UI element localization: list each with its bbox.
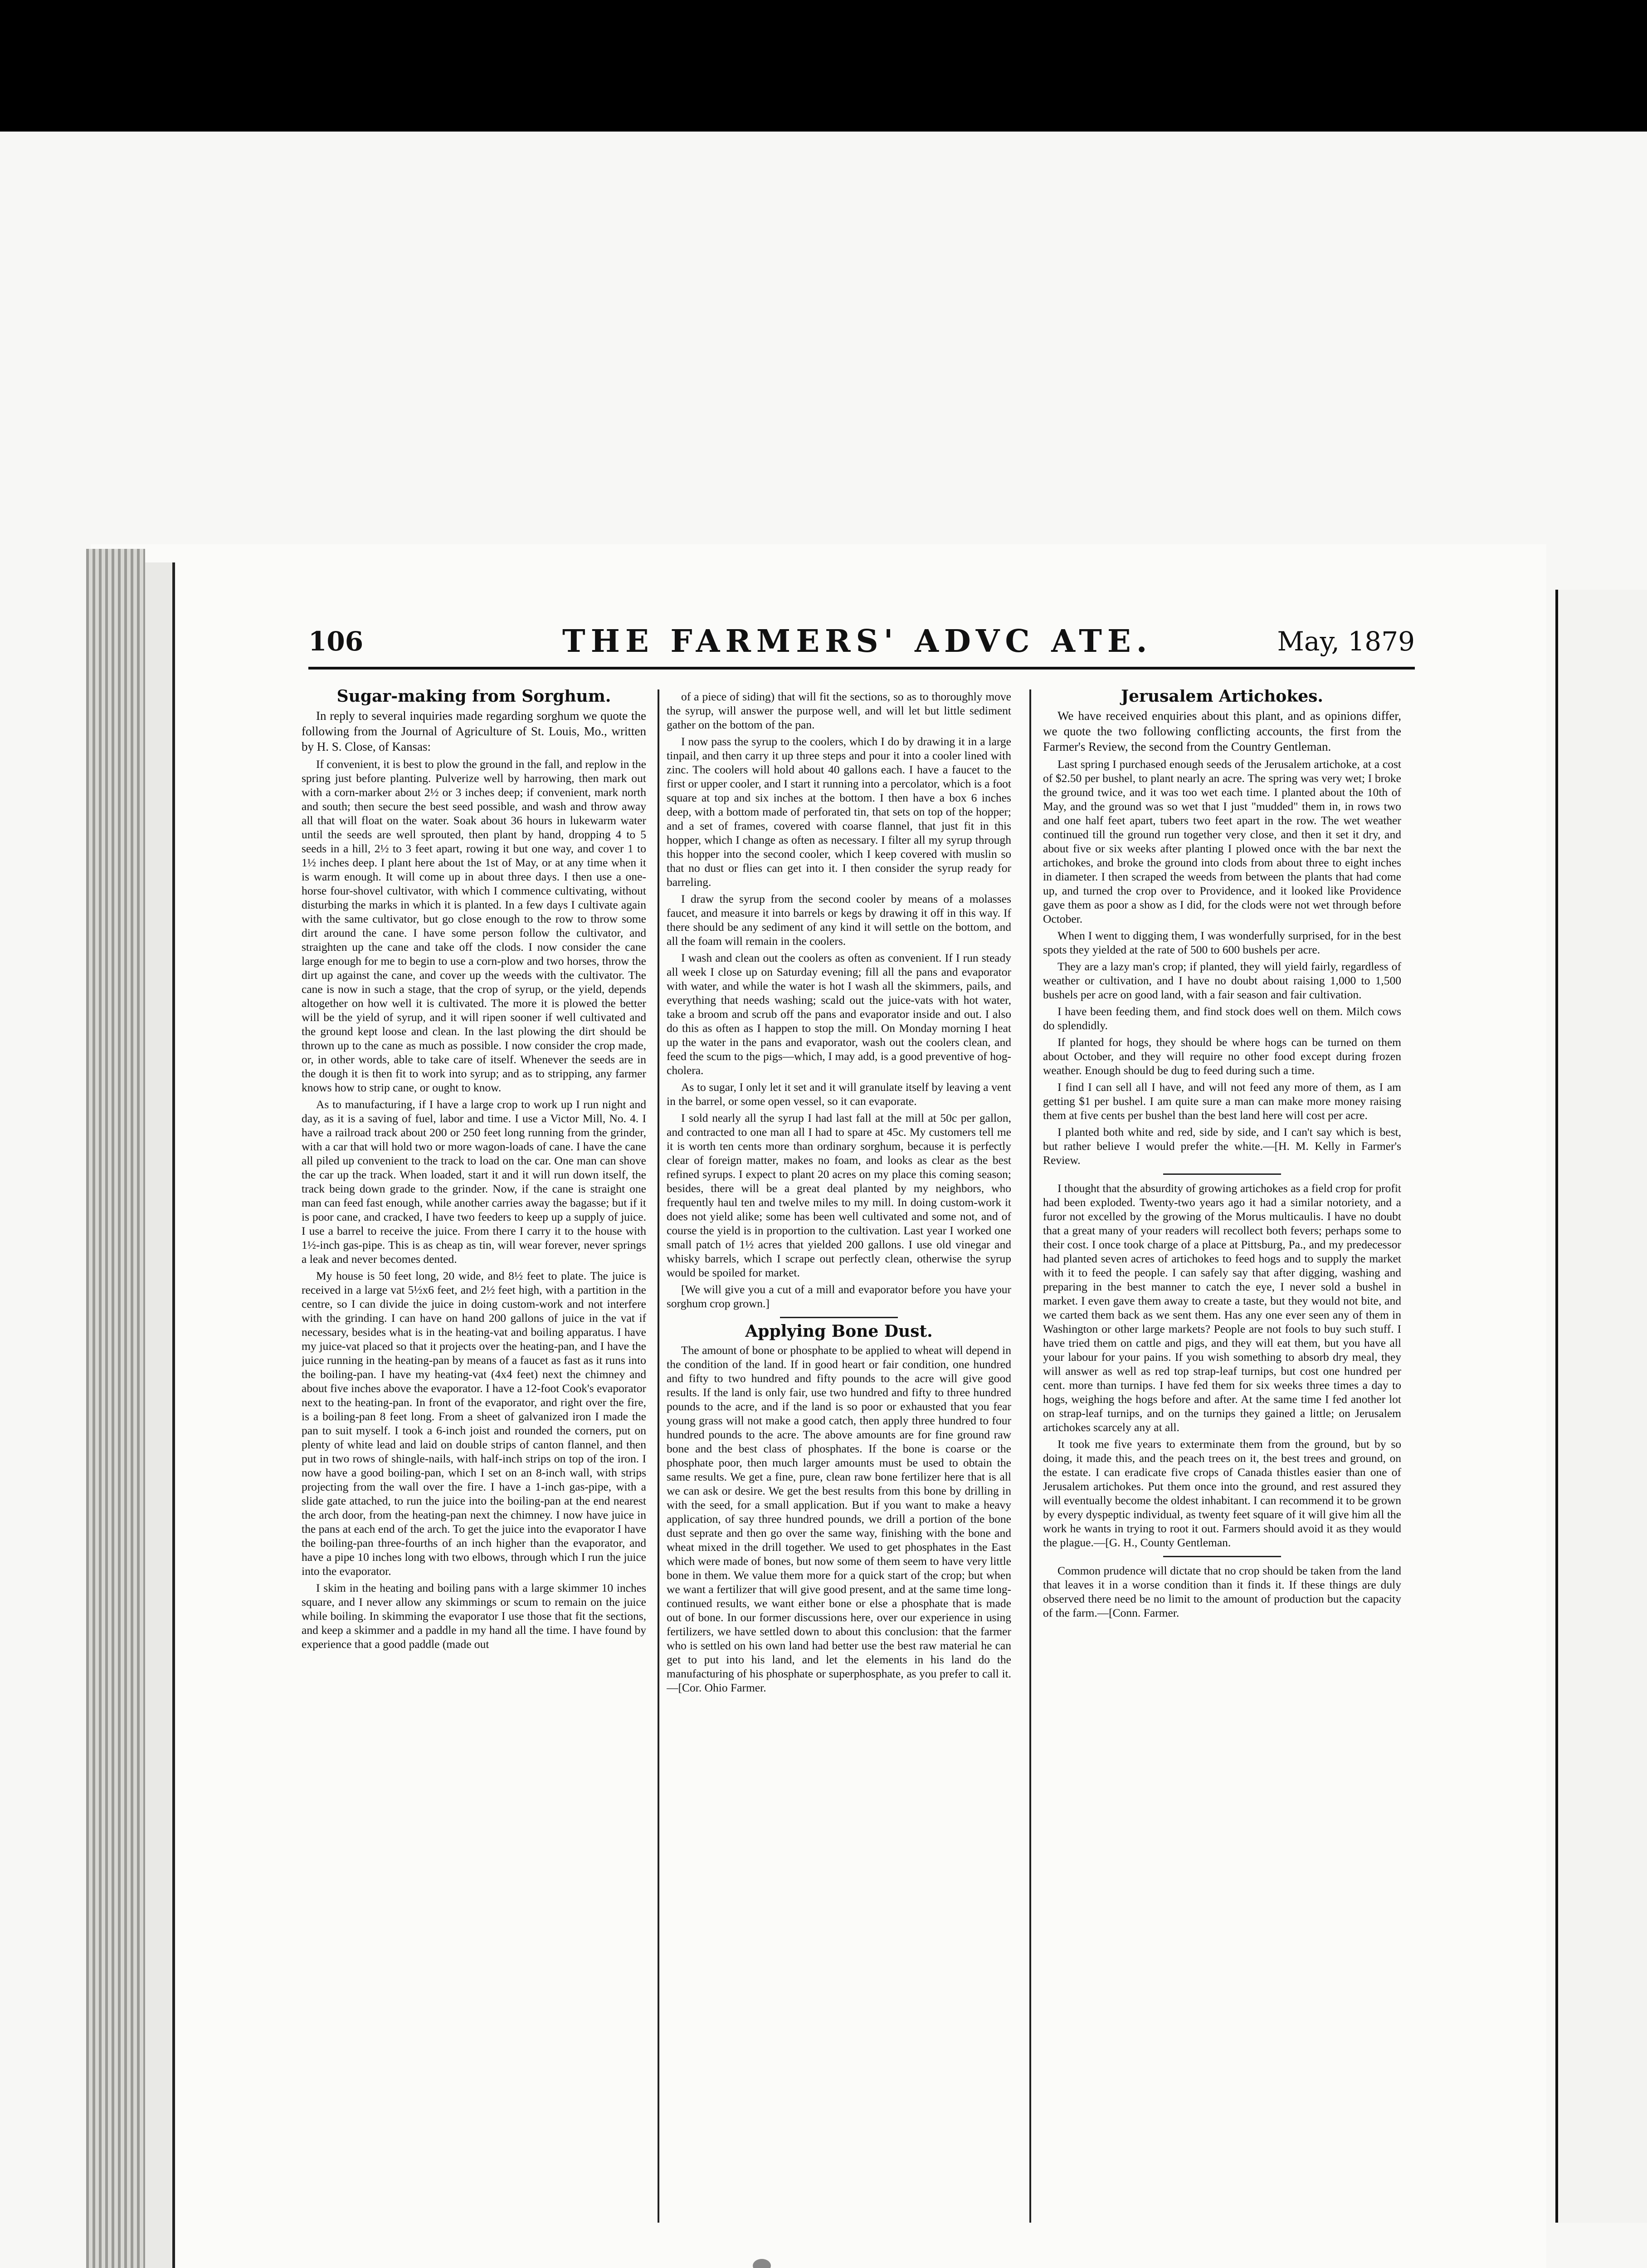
paragraph: I draw the syrup from the second cooler by means of a molasses faucet, and measure it into barrels or kegs by drawing it off in this way. If there should be any sediment of any kind it will settle on the bottom, and all the foam will remain in the coolers. bbox=[667, 892, 1011, 948]
paragraph: As to manufacturing, if I have a large crop to work up I run night and day, as it is a saving of fuel, labor and time. I use a Victor Mill, No. 4. I have a railroad track about 200 or 250 feet long running from the grinder, with a car that will hold two or more wagon-loads of cane. I have the cane all piled up convenient to the track to load on the car. One man can shove the car up the track. When loaded, start it and it will run down itself, the track being down grade to the grinder. Now, if the cane is straight one man can feed fast enough, while another carries away the bagasse; but if it is poor cane, and cracked, I have two feeders to keep up a supply of juice. I use a barrel to receive the juice. From there I carry it to the house with 1½-inch gas-pipe. This is as cheap as tin, will wear forever, never springs a leak and never becomes dented. bbox=[302, 1098, 646, 1266]
column-rule bbox=[658, 689, 659, 2223]
paragraph: I find I can sell all I have, and will not feed any more of them, as I am getting $1 per bushel. I am quite sure a man can make more money raising them at five cents per bushel than the best land here will cost per acre. bbox=[1043, 1080, 1401, 1122]
paragraph: I thought that the absurdity of growing artichokes as a field crop for profit had been exploded. Twenty-two years ago it had a similar notoriety, and a furor not excelled by the growing of the Morus multicaulis. I have no doubt that a great many of your readers will recollect both fevers; perhaps some to their cost. I once took charge of a place at Pittsburg, Pa., and my predecessor had planted seven acres of artichokes to feed hogs and to supply the market with it to feed the people. I can safely say that after digging, washing and preparing in the best manner to catch the eye, I never sold a bushel in market. I even gave them away to create a taste, but they would not bite, and we carted them back as we sent them. Has any one ever seen any of them in Washington or other large markets? People are not fools to buy such stuff. I have tried them on cattle and pigs, and they will eat them, but you have all your labour for your pains. If you wish something to absorb dry meal, they will answer as well as red top strap-leaf turnips, but cost one hundred per cent. more than turnips. I have fed them for six weeks three times a day to hogs, weighing the hogs before and after. At the same time I fed another lot on strap-leaf turnips, and on the turnips they gained a little; on Jerusalem artichokes scarcely any at all. bbox=[1043, 1182, 1401, 1434]
paragraph: I have been feeding them, and find stock does well on them. Milch cows do splendidly. bbox=[1043, 1005, 1401, 1032]
book-binding bbox=[86, 549, 145, 2268]
paragraph: of a piece of siding) that will fit the sections, so as to thoroughly move the syrup, will answer the purpose well, and will let but little sediment gather on the bottom of the pan. bbox=[667, 690, 1011, 731]
article-title: Jerusalem Artichokes. bbox=[1121, 689, 1323, 706]
column-rule bbox=[1029, 689, 1031, 2223]
article-intro: We have received enquiries about this plant, and as opinions differ, we quote the two following conflicting accounts, the first from the Farmer's Review, the second from the Country Gentleman. bbox=[1043, 709, 1401, 753]
paragraph: Common prudence will dictate that no crop should be taken from the land that leaves it in a worse condition than it finds it. If these things are duly observed there need be no limit to the amount of production but the capacity of the farm.—[Conn. Farmer. bbox=[1043, 1564, 1401, 1619]
paragraph: Last spring I purchased enough seeds of the Jerusalem artichoke, at a cost of $2.50 per bushel, to plant nearly an acre. The spring was very wet; I broke the ground twice, and it was too wet each time. I planted about the 10th of May, and the ground was so wet that I just "mudded" them in, in rows two and one half feet apart, tubers two feet apart in the row. The wet weather continued till the ground run together very close, and then it set it dry, and about five or six weeks after planting I plowed once with the bar next the artichokes, and broke the ground into clods from about three to eight inches in diameter. I then scraped the weeds from between the plants that had come up, and turned the crop over to Providence, and it looked like Providence gave them as poor a show as I did, for the clods were not wet through before October. bbox=[1043, 758, 1401, 925]
divider bbox=[780, 1317, 898, 1318]
paragraph: As to sugar, I only let it set and it will granulate itself by leaving a vent in the barrel, or some open vessel, so it can evaporate. bbox=[667, 1080, 1011, 1108]
paragraph: It took me five years to exterminate them from the ground, but by so doing, it made this, and the peach trees on it, the best trees and ground, on the estate. I can eradicate five crops of Canada thistles easier than one of Jerusalem artichokes. Put them once into the ground, and rest assured they will eventually become the oldest inhabitant. I can recommend it to be grown by every dyspeptic individual, as twenty feet square of it will give him all the work he wants in trying to root it out. Farmers should avoid it as they would the plague.—[G. H., County Gentleman. bbox=[1043, 1437, 1401, 1549]
column-3 bbox=[1043, 689, 1401, 2268]
masthead: THE FARMERS' ADVC ATE. bbox=[562, 623, 1153, 660]
paragraph: The amount of bone or phosphate to be applied to wheat will depend in the condition of the land. If in good heart or fair condition, one hundred and fifty to two hundred and fifty pounds to the acre will give good results. If the land is only fair, use two hundred and fifty to three hundred pounds to the acre, and if the land is so poor or exhausted that you fear young grass will not make a good catch, then apply three hundred to four hundred pounds to the acre. The above amounts are for fine ground raw bone and the best class of phosphates. If the bone is coarse or the phosphate poor, then much larger amounts must be used to obtain the same results. We get a fine, pure, clean raw bone fertilizer here that is all we can ask or desire. We get the best results from this bone by drilling in with the seed, for a small application. But if you want to make a heavy application, of say three hundred pounds, we drill a portion of the bone dust seprate and then go over the same way, finishing with the bone and wheat mixed in the drill together. We used to get phosphates in the East which were made of bones, but now some of them seem to have very little bone in them. We value them more for a quick start of the crop; but when we want a fertilizer that will give good present, and at the same time long-continued results, we want either bone or else a phosphate that is made out of bone. In our former discussions here, over our experience in using fertilizers, we have settled down to about this conclusion: that the farmer who is settled on his own land had better use the best raw material he can get to put into his land, and let the elements in his land do the manufacturing of his phosphate or superphosphate, as you prefer to call it.—[Cor. Ohio Farmer. bbox=[667, 1344, 1011, 1694]
divider bbox=[1163, 1173, 1281, 1175]
paragraph: When I went to digging them, I was wonderfully surprised, for in the best spots they yielded at the rate of 500 to 600 bushels per acre. bbox=[1043, 929, 1401, 956]
divider bbox=[1163, 1556, 1281, 1557]
paragraph: I sold nearly all the syrup I had last fall at the mill at 50c per gallon, and contracted to one man all I had to spare at 45c. My customers tell me it is worth ten cents more than ordinary sorghum, because it is perfectly clear of foreign matter, makes no foam, and looks as clear as the best refined syrups. I expect to plant 20 acres on my place this coming season; besides, there will be a great deal planted by my neighbors, who frequently haul ten and twelve miles to my mill. In doing custom-work it does not yield alike; some has been well cultivated and some not, and of course the yield is in proportion to the cultivation. Last year I worked one small patch of 1½ acres that yielded 200 gallons. I use old vinegar and whisky barrels, which I scrape out perfectly clean, otherwise the syrup would be spoiled for market. bbox=[667, 1111, 1011, 1279]
paragraph: My house is 50 feet long, 20 wide, and 8½ feet to plate. The juice is received in a large vat 5½x6 feet, and 2½ feet high, with a partition in the centre, so I can divide the juice in doing custom-work and not interfere with the grinding. I can have on hand 200 gallons of juice in the vat if necessary, besides what is in the heating-vat and boiling apparatus. I have my juice-vat placed so that it projects over the heating-pan, and I have the juice running in the heating-pan by means of a faucet as fast as it runs into the boiling-pan. I have my heating-vat (4x4 feet) next the chimney and about five inches above the evaporator. I have a 12-foot Cook's evaporator next to the heating-pan. In front of the evaporator, and right over the fire, is a boiling-pan 8 feet long. From a sheet of galvanized iron I made the pan to suit myself. I took a 6-inch joist and rounded the corners, put on plenty of white lead and laid on double strips of canton flannel, and then put in two rows of shingle-nails, with half-inch strips on top of the iron. I now have a good boiling-pan, which I set on an 8-inch wall, with strips projecting from the wall over the fire. I have a 1-inch gas-pipe, with a slide gate attached, to run the juice into the boiling-pan at the end nearest the arch door, from the heating-pan next the chimney. I now have juice in the pans at each end of the arch. To get the juice into the evaporator I have the boiling-pan three-fourths of an inch higher than the evaporator, and have a pipe 10 inches long with two elbows, through which I run the juice into the evaporator. bbox=[302, 1269, 646, 1578]
adjacent-page-edge bbox=[1555, 590, 1647, 2223]
column-2 bbox=[667, 689, 1011, 2268]
paragraph: They are a lazy man's crop; if planted, they will yield fairly, regardless of weather or cultivation, and I have no doubt about raising 1,000 to 1,500 bushels per acre on good land, with a fair season and fair cultivation. bbox=[1043, 960, 1401, 1001]
page-number: 106 bbox=[308, 626, 364, 657]
column-1 bbox=[302, 689, 646, 2268]
article-intro: In reply to several inquiries made regarding sorghum we quote the following from the Journal of Agriculture of St. Louis, Mo., written by H. S. Close, of Kansas: bbox=[302, 709, 646, 753]
issue-date: May, 1879 bbox=[1277, 626, 1415, 657]
paragraph: If convenient, it is best to plow the ground in the fall, and replow in the spring just before planting. Pulverize well by harrowing, then mark out with a corn-marker about 2½ or 3 inches deep; if convenient, mark north and south; then secure the best seed possible, and wash and throw away all that will float on the water. Soak about 36 hours in lukewarm water until the seeds are well sprouted, then plant by hand, dropping 4 to 5 seeds in a hill, 2½ to 3 feet apart, rowing it but one way, and cover 1 to 1½ inches deep. I plant here about the 1st of May, or at any time when it is warm enough. It will come up in about three days. I then use a one-horse four-shovel cultivator, with which I commence cultivating, without disturbing the marks in which it is planted. In a few days I cultivate again with the same cultivator, but go close enough to the row to throw some dirt around the cane. I have some person follow the cultivator, and straighten up the cane and take off the clods. I now consider the cane large enough for me to begin to use a corn-plow and two horses, throw the dirt up against the cane, and cover up the weeds with the cultivator. The cane is now in such a stage, that the crop of syrup, or the yield, depends altogether on how well it is cultivated. The more it is plowed the better will be the yield of syrup, and it will ripen sooner if well cultivated and the ground kept loose and clean. In the last plowing the dirt should be thrown up to the cane as much as possible. I now consider the crop made, or, in other words, able to take care of itself. Whenever the seeds are in the dough it is then fit to work into syrup; and as to stripping, any farmer knows how to strip cane, or ought to know. bbox=[302, 758, 646, 1094]
paragraph: I planted both white and red, side by side, and I can't say which is best, but rather believe I would prefer the white.—[H. M. Kelly in Farmer's Review. bbox=[1043, 1125, 1401, 1167]
paragraph: I skim in the heating and boiling pans with a large skimmer 10 inches square, and I never allow any skimmings or scum to remain on the juice while boiling. In skimming the evaporator I use those that fit the sections, and keep a skimmer and a paddle in my hand all the time. I have found by experience that a good paddle (made out bbox=[302, 1581, 646, 1651]
page-header bbox=[308, 623, 1415, 670]
article-title: Sugar-making from Sorghum. bbox=[336, 689, 611, 706]
paragraph: If planted for hogs, they should be where hogs can be turned on them about October, and they will require no other food except during frozen weather. Enough should be dug to feed during such a time. bbox=[1043, 1036, 1401, 1077]
paragraph: I wash and clean out the coolers as often as convenient. If I run steady all week I close up on Saturday evening; fill all the pans and evaporator with water, and while the water is hot I wash all the skimmers, pails, and everything that needs washing; scald out the juice-vats with hot water, take a broom and scrub off the pans and evaporator inside and out. I also do this as often as I happen to stop the mill. On Monday morning I heat up the water in the pans and evaporator, wash out the coolers clean, and feed the scum to the pigs—which, I may add, is a good preventive of hog-cholera. bbox=[667, 951, 1011, 1077]
editor-note: [We will give you a cut of a mill and evaporator before you have your sorghum crop grown.] bbox=[667, 1283, 1011, 1310]
paragraph: I now pass the syrup to the coolers, which I do by drawing it in a large tinpail, and then carry it up three steps and pour it into a cooler lined with zinc. The coolers will hold about 40 gallons each. I have a faucet to the first or upper cooler, and I start it running into a percolator, which is a foot square at top and six inches at the bottom. I then have a box 6 inches deep, with a bottom made of perforated tin, that sets on top of the hopper; and a set of frames, covered with coarse flannel, that just fit in this hopper, which I change as often as necessary. I filter all my syrup through this hopper into the second cooler, which I keep covered with muslin so that no dust or flies can get into it. I then consider the syrup ready for barreling. bbox=[667, 735, 1011, 889]
left-margin bbox=[145, 562, 175, 2268]
article-title: Applying Bone Dust. bbox=[745, 1322, 933, 1341]
